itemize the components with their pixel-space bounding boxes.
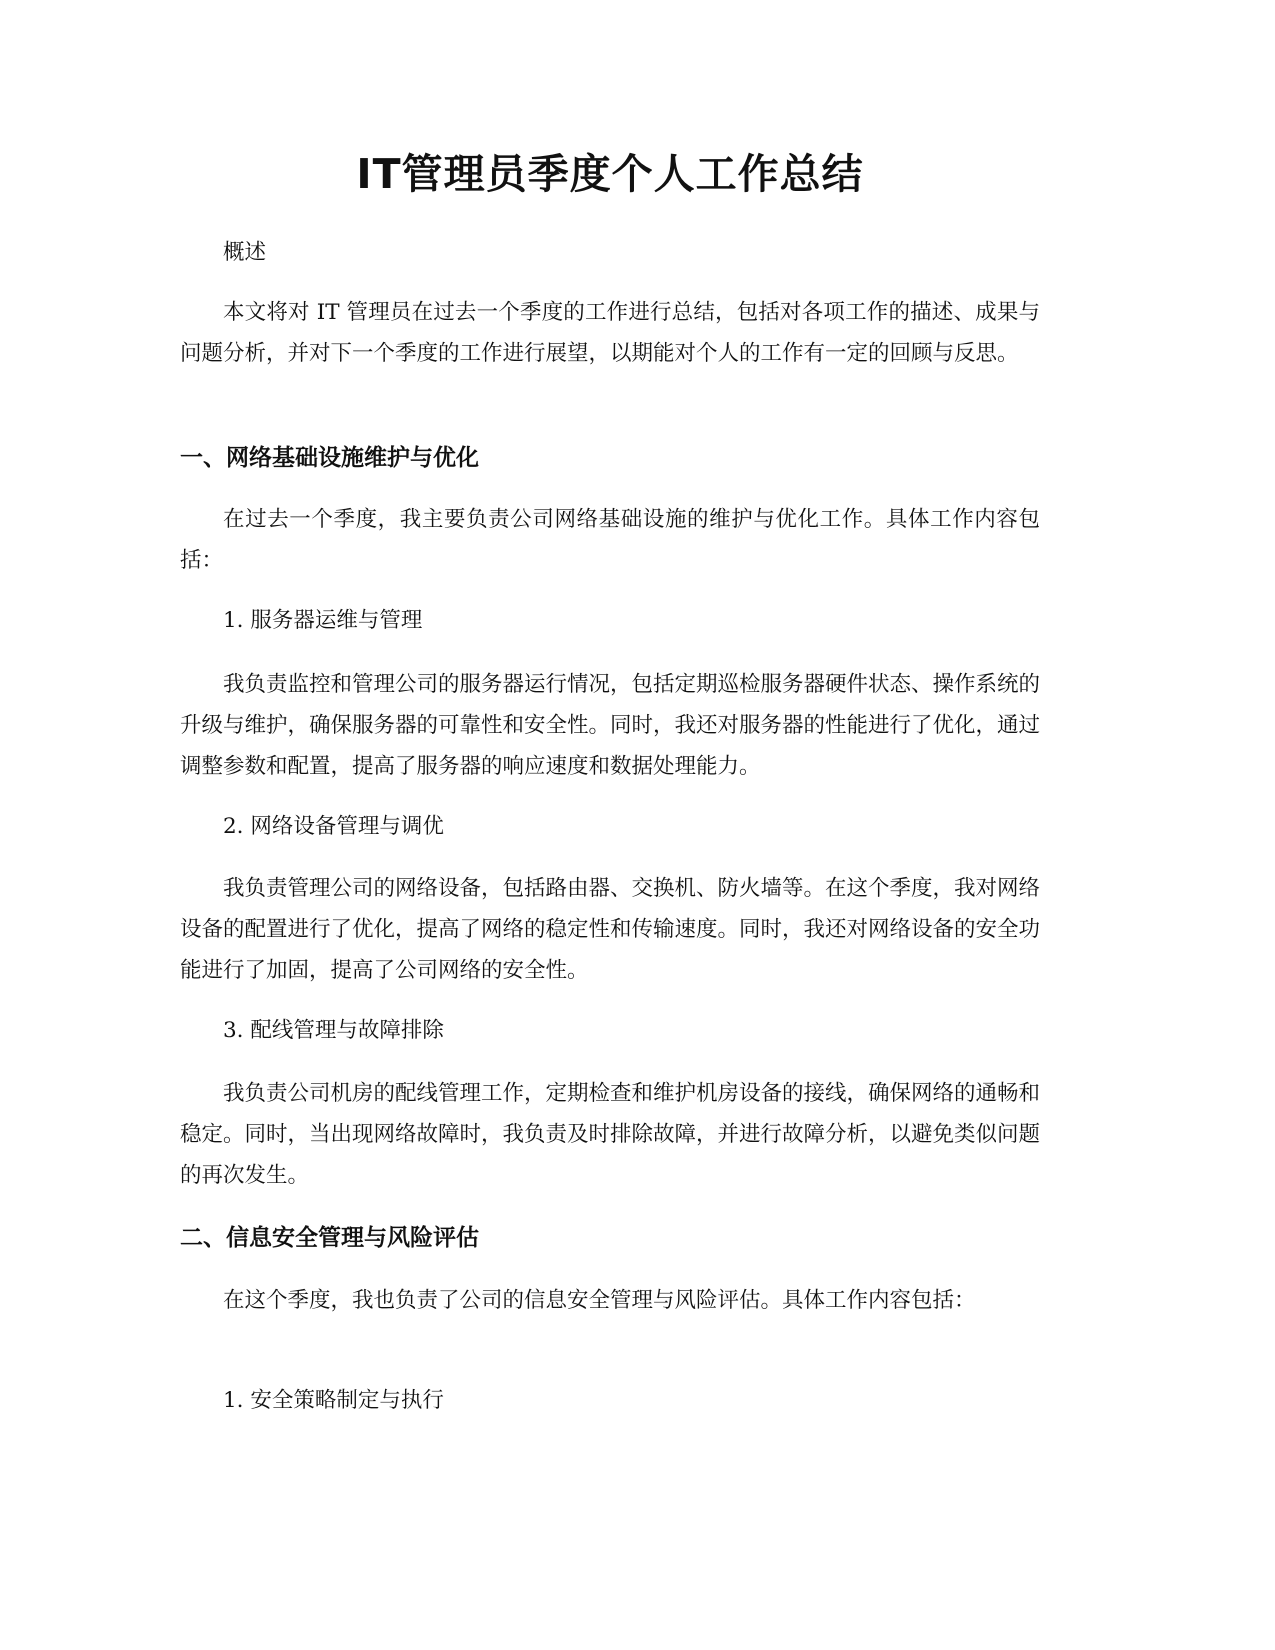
network-device-paragraph: 我负责管理公司的网络设备，包括路由器、交换机、防火墙等。在这个季度，我对网络设备的配置进行了优化，提高了网络的稳定性和传输速度。同时，我还对网络设备的安全功能进行了加固，提高了公司网络的安全性。	[180, 876, 1041, 983]
security-intro-paragraph: 在这个季度，我也负责了公司的信息安全管理与风险评估。具体工作内容包括：	[223, 1288, 976, 1313]
list-item-cabling: 3. 配线管理与故障排除	[223, 1018, 444, 1043]
list-item-network-device: 2. 网络设备管理与调优	[223, 814, 444, 839]
intro-paragraph: 本文将对 IT 管理员在过去一个季度的工作进行总结，包括对各项工作的描述、成果与问题分析，并对下一个季度的工作进行展望，以期能对个人的工作有一定的回顾与反思。	[180, 300, 1040, 366]
section-heading-network: 一、网络基础设施维护与优化	[180, 445, 479, 471]
network-intro-paragraph: 在过去一个季度，我主要负责公司网络基础设施的维护与优化工作。具体工作内容包括：	[180, 507, 1040, 573]
document-title: IT管理员季度个人工作总结	[356, 150, 864, 198]
list-item-security-policy: 1. 安全策略制定与执行	[223, 1388, 444, 1413]
overview-label: 概述	[223, 240, 267, 265]
cabling-paragraph: 我负责公司机房的配线管理工作，定期检查和维护机房设备的接线，确保网络的通畅和稳定。同时，当出现网络故障时，我负责及时排除故障，并进行故障分析，以避免类似问题的再次发生。	[180, 1081, 1041, 1188]
section-heading-security: 二、信息安全管理与风险评估	[180, 1225, 479, 1251]
list-item-server: 1. 服务器运维与管理	[223, 608, 423, 633]
server-paragraph: 我负责监控和管理公司的服务器运行情况，包括定期巡检服务器硬件状态、操作系统的升级与维护，确保服务器的可靠性和安全性。同时，我还对服务器的性能进行了优化，通过调整参数和配置，提高了服务器的响应速度和数据处理能力。	[180, 672, 1041, 779]
